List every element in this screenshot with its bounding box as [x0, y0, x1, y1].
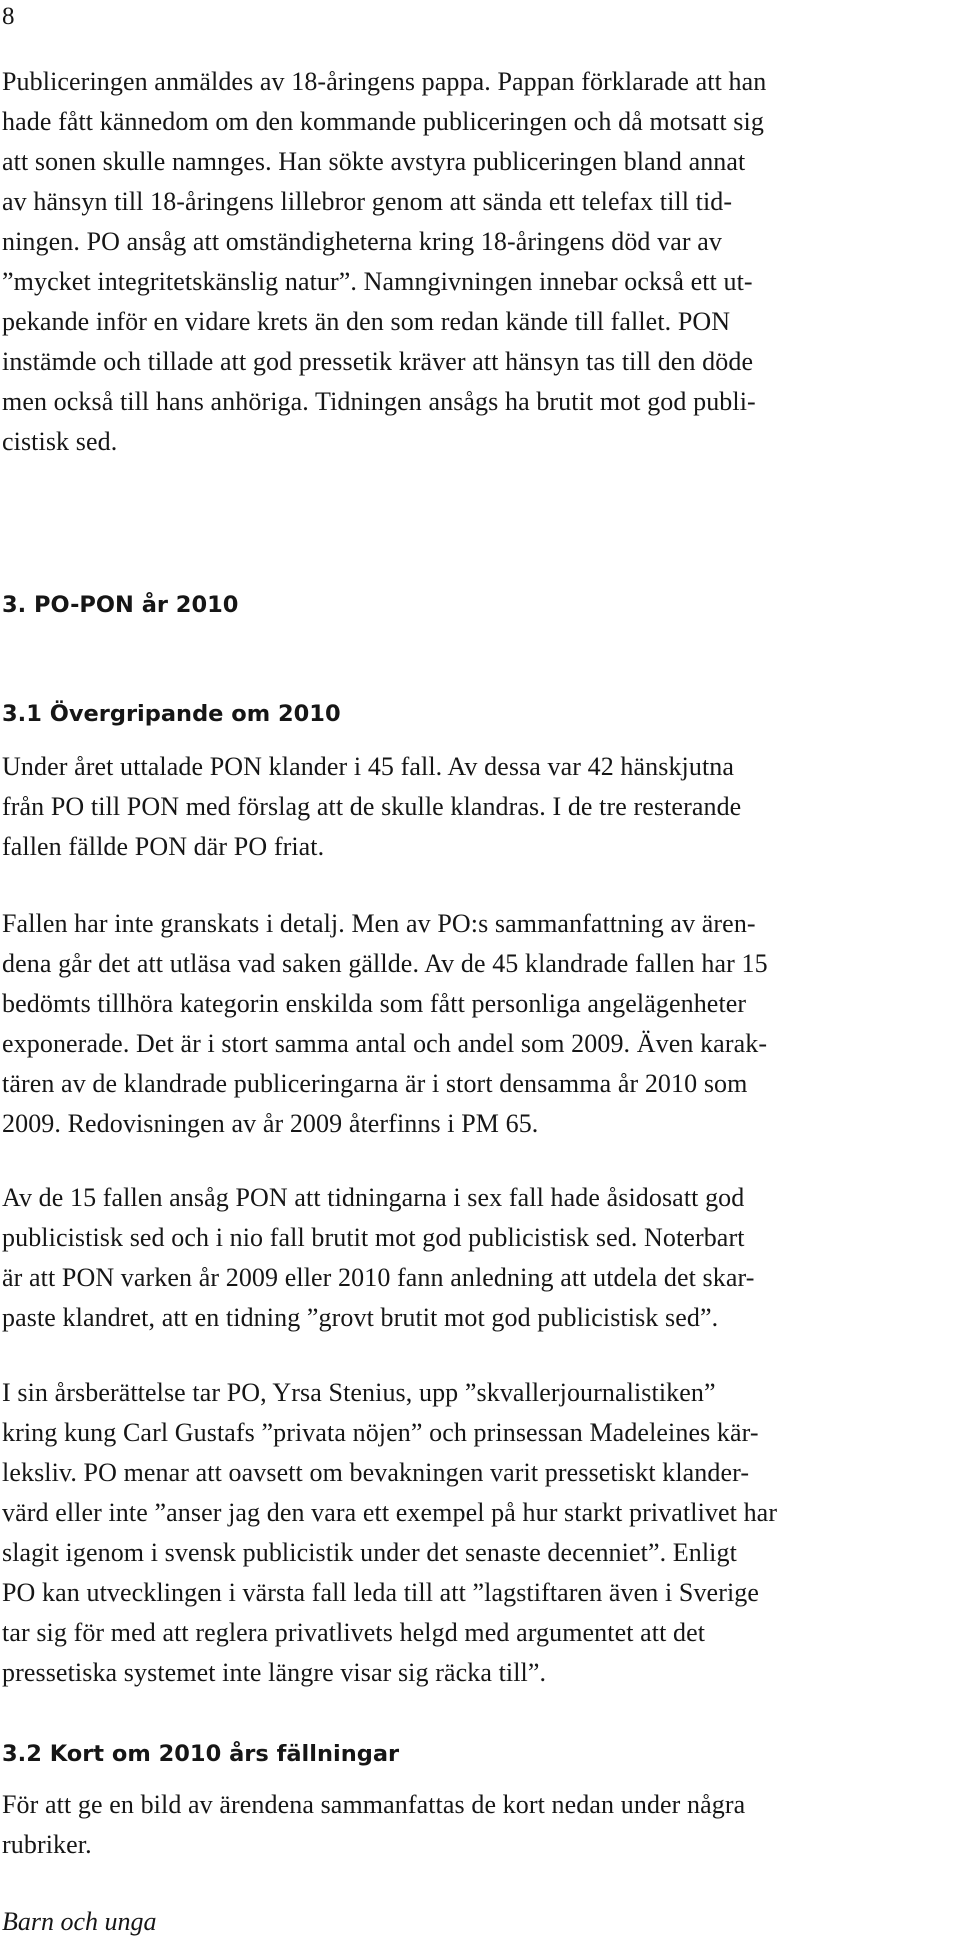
text-line: I sin årsberättelse tar PO, Yrsa Stenius, upp ”skvallerjournalistiken” — [2, 1378, 716, 1407]
text-line: Av de 15 fallen ansåg PON att tidningarna i sex fall hade åsidosatt god — [2, 1183, 745, 1212]
text-line: tären av de klandrade publiceringarna är i stort densamma år 2010 som — [2, 1069, 748, 1098]
section-3-1-paragraph-2 — [2, 904, 954, 1144]
section-3-1-paragraph-1 — [2, 747, 954, 867]
intro-paragraph — [2, 62, 954, 462]
subsection-label: Barn och unga — [2, 1907, 157, 1936]
text-line: värd eller inte ”anser jag den vara ett exempel på hur starkt privatlivet har — [2, 1498, 778, 1527]
text-line: av hänsyn till 18-åringens lillebror genom att sända ett telefax till tid- — [2, 187, 733, 216]
section-3-1-paragraph-4 — [2, 1373, 954, 1693]
section-3-1-heading: 3.1 Övergripande om 2010 — [2, 701, 341, 727]
text-line: är att PON varken år 2009 eller 2010 fann anledning att utdela det skar- — [2, 1263, 755, 1292]
text-line: men också till hans anhöriga. Tidningen ansågs ha brutit mot god publi- — [2, 387, 756, 416]
text-line: pekande inför en vidare krets än den som redan kände till fallet. PON — [2, 307, 731, 336]
text-line: hade fått kännedom om den kommande publiceringen och då motsatt sig — [2, 107, 764, 136]
text-line: tar sig för med att reglera privatlivets helgd med argumentet att det — [2, 1618, 706, 1647]
section-3-heading: 3. PO-PON år 2010 — [2, 592, 239, 618]
text-line: exponerade. Det är i stort samma antal och andel som 2009. Även karak- — [2, 1029, 768, 1058]
text-line: 2009. Redovisningen av år 2009 återfinns i PM 65. — [2, 1109, 539, 1138]
text-line: leksliv. PO menar att oavsett om bevakningen varit pressetiskt klander- — [2, 1458, 750, 1487]
text-line: Publiceringen anmäldes av 18-åringens pappa. Pappan förklarade att han — [2, 67, 767, 96]
text-line: bedömts tillhöra kategorin enskilda som fått personliga angelägenheter — [2, 989, 747, 1018]
text-line: kring kung Carl Gustafs ”privata nöjen” och prinsessan Madeleines kär- — [2, 1418, 759, 1447]
text-line: rubriker. — [2, 1830, 92, 1859]
text-line: att sonen skulle namnges. Han sökte avstyra publiceringen bland annat — [2, 147, 746, 176]
text-line: slagit igenom i svensk publicistik under det senaste decenniet”. Enligt — [2, 1538, 737, 1567]
text-line: pressetiska systemet inte längre visar sig räcka till”. — [2, 1658, 547, 1687]
text-line: PO kan utvecklingen i värsta fall leda till att ”lagstiftaren även i Sverige — [2, 1578, 760, 1607]
text-line: ”mycket integritetskänslig natur”. Namngivningen innebar också ett ut- — [2, 267, 753, 296]
text-line: fallen fällde PON där PO friat. — [2, 832, 325, 861]
text-line: från PO till PON med förslag att de skulle klandras. I de tre resterande — [2, 792, 742, 821]
text-line: Fallen har inte granskats i detalj. Men av PO:s sammanfattning av ären- — [2, 909, 756, 938]
text-line: ningen. PO ansåg att omständigheterna kring 18-åringens död var av — [2, 227, 722, 256]
text-line: publicistisk sed och i nio fall brutit mot god publicistisk sed. Noterbart — [2, 1223, 745, 1252]
text-line: instämde och tillade att god pressetik kräver att hänsyn tas till den döde — [2, 347, 754, 376]
page-number: 8 — [2, 3, 15, 30]
text-line: Under året uttalade PON klander i 45 fall. Av dessa var 42 hänskjutna — [2, 752, 735, 781]
text-line: För att ge en bild av ärendena sammanfattas de kort nedan under några — [2, 1790, 746, 1819]
section-3-2-heading: 3.2 Kort om 2010 års fällningar — [2, 1741, 400, 1767]
text-line: paste klandret, att en tidning ”grovt brutit mot god publicistisk sed”. — [2, 1303, 719, 1332]
text-line: dena går det att utläsa vad saken gällde. Av de 45 klandrade fallen har 15 — [2, 949, 768, 978]
text-line: cistisk sed. — [2, 427, 118, 456]
section-3-1-paragraph-3 — [2, 1178, 954, 1338]
section-3-2-paragraph-1 — [2, 1785, 954, 1865]
